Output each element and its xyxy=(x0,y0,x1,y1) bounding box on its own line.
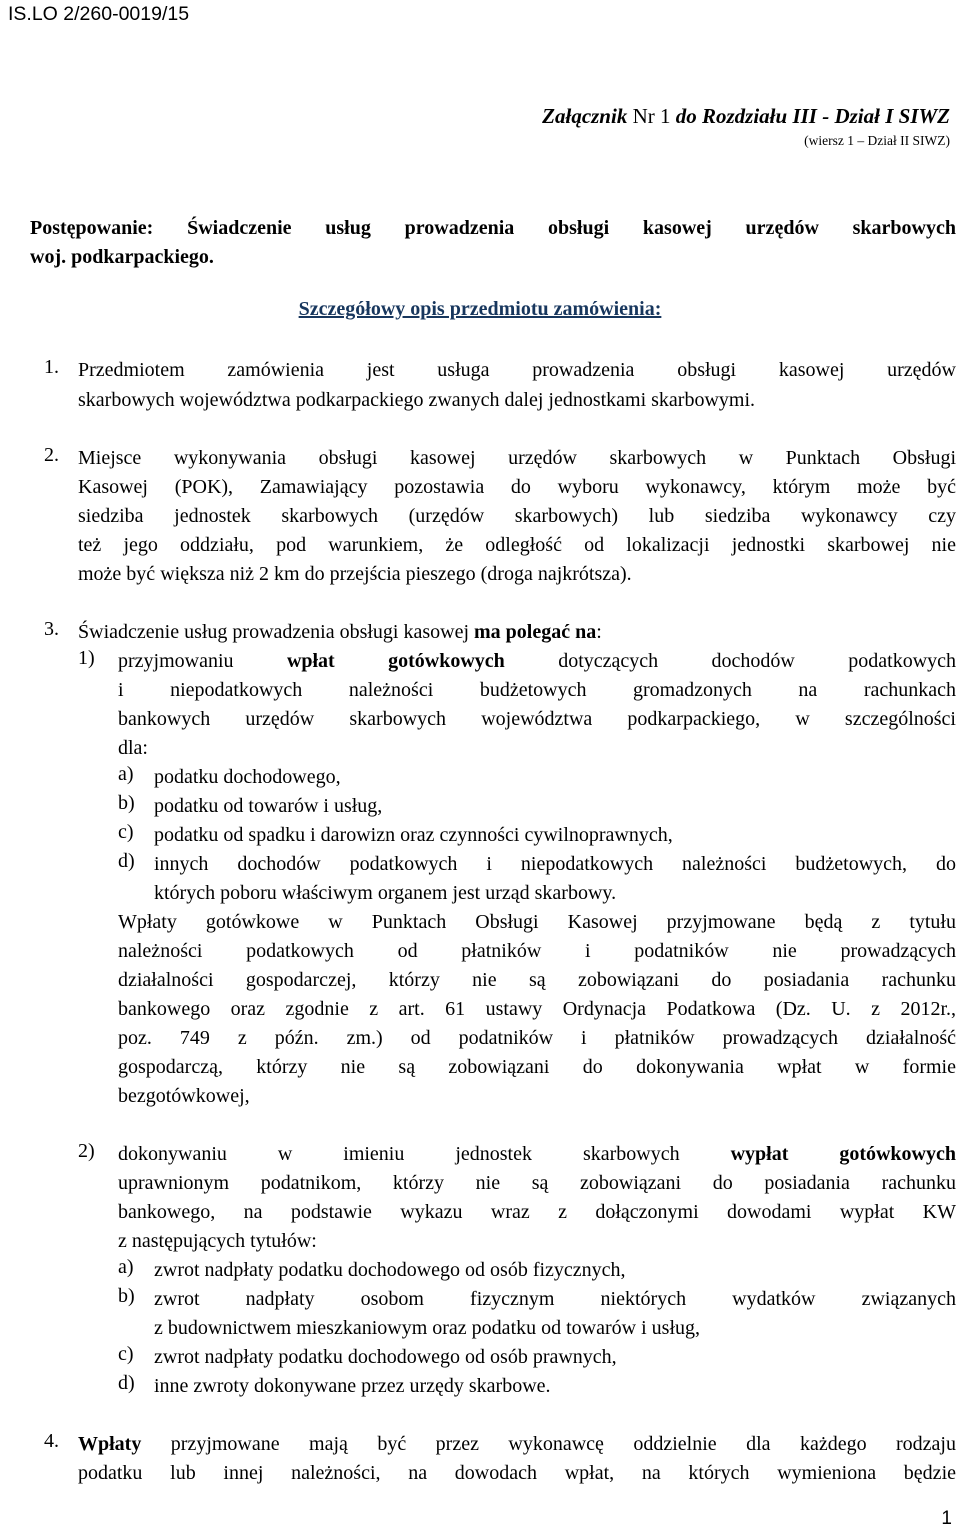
sub-item-number: c) xyxy=(118,821,134,843)
sub-item-text: podatku dochodowego, xyxy=(154,766,341,788)
sub-item-number: b) xyxy=(118,1285,135,1307)
item-1-paragraph-line: bankowego oraz zgodnie z art. 61 ustawy Ordynacja Podatkowa (Dz. U. z 2012r., xyxy=(118,998,956,1020)
item-2-line: uprawnionym podatnikom, którzy nie są zobowiązani do posiadania rachunku xyxy=(118,1172,956,1194)
section-2-line: Kasowej (POK), Zamawiający pozostawia do wyboru wykonawcy, którym może być xyxy=(78,476,956,498)
section-4-number: 4. xyxy=(44,1430,59,1452)
section-4-line: Wpłaty przyjmowane mają być przez wykonawcę oddzielnie dla każdego rodzaju xyxy=(78,1433,956,1455)
item-2-number: 2) xyxy=(78,1140,95,1162)
item-1-line: bankowych urzędów skarbowych województwa podkarpackiego, w szczególności xyxy=(118,708,956,730)
sub-item-number: d) xyxy=(118,850,135,872)
annex-subtitle: (wiersz 1 – Dział II SIWZ) xyxy=(804,133,950,148)
section-heading: Szczegółowy opis przedmiotu zamówienia: xyxy=(298,298,662,320)
section-1-line: skarbowych województwa podkarpackiego zwanych dalej jednostkami skarbowymi. xyxy=(78,389,756,411)
sub-item-text: których poboru właściwym organem jest urząd skarbowy. xyxy=(154,882,617,904)
section-3-number: 3. xyxy=(44,618,59,640)
annex-title: Załącznik Nr 1 do Rozdziału III - Dział I SIWZ xyxy=(542,104,950,128)
section-2-line: może być większa niż 2 km do przejścia pieszego (droga najkrótsza). xyxy=(78,563,632,585)
annex-number: Nr 1 xyxy=(632,104,671,128)
sub-item-number: b) xyxy=(118,792,135,814)
procedure-title-line2: woj. podkarpackiego. xyxy=(30,246,214,268)
item-1-paragraph-line: należności podatkowych od płatników i podatników nie prowadzących xyxy=(118,940,956,962)
sub-item-text: zwrot nadpłaty podatku dochodowego od osób fizycznych, xyxy=(154,1259,626,1281)
section-3-intro: Świadczenie usług prowadzenia obsługi kasowej ma polegać na: xyxy=(78,621,602,643)
sub-item-text: z budownictwem mieszkaniowym oraz podatku od towarów i usług, xyxy=(154,1317,700,1339)
item-1-line: i niepodatkowych należności budżetowych gromadzonych na rachunkach xyxy=(118,679,956,701)
item-1-paragraph-line: bezgotówkowej, xyxy=(118,1085,250,1107)
sub-item-number: a) xyxy=(118,763,134,785)
section-1-number: 1. xyxy=(44,356,59,378)
item-1-line: przyjmowaniu wpłat gotówkowych dotyczących dochodów podatkowych xyxy=(118,650,957,672)
sub-item-text: zwrot nadpłaty podatku dochodowego od osób prawnych, xyxy=(154,1346,617,1368)
section-4-line: podatku lub innej należności, na dowodach wpłat, na których wymieniona będzie xyxy=(78,1462,956,1484)
section-2-line: Miejsce wykonywania obsługi kasowej urzędów skarbowych w Punktach Obsługi xyxy=(78,447,956,469)
procedure-title-line1: Postępowanie: Świadczenie usług prowadzenia obsługi kasowej urzędów skarbowych xyxy=(30,217,956,239)
item-1-line: dla: xyxy=(118,737,148,759)
item-1-number: 1) xyxy=(78,647,95,669)
section-2-line: siedziba jednostek skarbowych (urzędów skarbowych) lub siedziba wykonawcy czy xyxy=(78,505,956,527)
section-2-line: też jego oddziału, pod warunkiem, że odległość od lokalizacji jednostki skarbowej nie xyxy=(78,534,956,556)
item-2-line: bankowego, na podstawie wykazu wraz z dołączonymi dowodami wypłat KW xyxy=(118,1201,956,1223)
item-1-paragraph-line: poz. 749 z późn. zm.) od podatników i płatników prowadzących działalność xyxy=(118,1027,956,1049)
sub-item-number: c) xyxy=(118,1343,134,1365)
item-2-line: z następujących tytułów: xyxy=(118,1230,317,1252)
item-2-line: dokonywaniu w imieniu jednostek skarbowych wypłat gotówkowych xyxy=(118,1143,957,1165)
item-1-paragraph-line: działalności gospodarczej, którzy nie są zobowiązani do posiadania rachunku xyxy=(118,969,956,991)
sub-item-text: zwrot nadpłaty osobom fizycznym niektórych wydatków związanych xyxy=(154,1288,956,1310)
sub-item-text: podatku od towarów i usług, xyxy=(154,795,383,817)
sub-item-number: d) xyxy=(118,1372,135,1394)
section-2-number: 2. xyxy=(44,444,59,466)
item-1-paragraph-line: gospodarczą, którzy nie są zobowiązani do dokonywania wpłat w formie xyxy=(118,1056,956,1078)
sub-item-number: a) xyxy=(118,1256,134,1278)
sub-item-text: podatku od spadku i darowizn oraz czynności cywilnoprawnych, xyxy=(154,824,673,846)
sub-item-text: inne zwroty dokonywane przez urzędy skarbowe. xyxy=(154,1375,551,1397)
item-1-paragraph-line: Wpłaty gotówkowe w Punktach Obsługi Kasowej przyjmowane będą z tytułu xyxy=(118,911,956,933)
document-id: IS.LO 2/260-0019/15 xyxy=(8,3,190,25)
page-number: 1 xyxy=(941,1508,952,1529)
sub-item-text: innych dochodów podatkowych i niepodatkowych należności budżetowych, do xyxy=(154,853,956,875)
section-1-line: Przedmiotem zamówienia jest usługa prowadzenia obsługi kasowej urzędów xyxy=(78,359,956,381)
